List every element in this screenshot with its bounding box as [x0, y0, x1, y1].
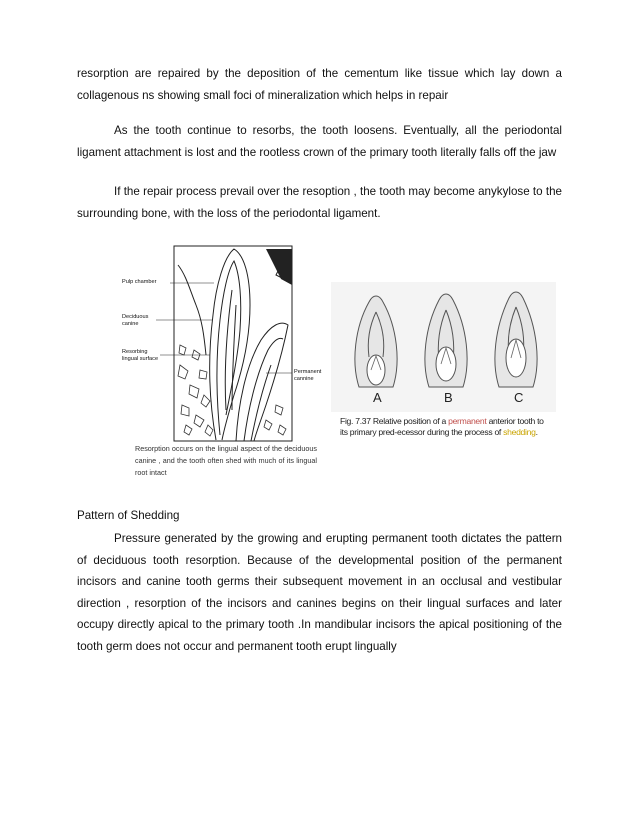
paragraph-ankylosis: If the repair process prevail over the resoption , the tooth may become anykylose to the surrounding bone, with the loss of the periodontal ligament.: [77, 185, 562, 220]
panel-letter-c: C: [514, 390, 524, 405]
figure-right-caption: [340, 416, 552, 438]
paragraph-repair: resorption are repaired by the deposition of the cementum like tissue which lay down a collagenous ns showing small foci of mineralization which helps in repair: [77, 67, 562, 102]
figure-shedding-positions: [331, 282, 556, 432]
section-heading: Pattern of Shedding: [77, 509, 180, 522]
caption-prefix: Fig. 7.37 Relative position of a: [340, 416, 449, 426]
label-pulp-chamber: Pulp chamber: [122, 279, 157, 285]
paragraph-loosening: As the tooth continue to resorbs, the tooth loosens. Eventually, all the periodontal ligament attachment is lost and the rootless crown of the primary tooth literally falls off the jaw: [77, 124, 562, 159]
figure-left-caption: Resorption occurs on the lingual aspect of the deciduous canine , and the tooth often shed with much of its lingual root intact: [135, 444, 317, 477]
panel-letter-a: A: [373, 390, 382, 405]
caption-highlight-permanent: permanent: [448, 416, 487, 426]
label-deciduous-canine: Deciduous canine: [122, 314, 149, 327]
paragraph-pattern-of-shedding: Pressure generated by the growing and erupting permanent tooth dictates the pattern of deciduous tooth resorption. Because of the developmental position of the permanent incisors and canine tooth germs their subsequent movement in an occlusal and vestibular direction , resorption of the incisors and canines begins on their lingual surfaces and later occupy directly apical to the primary tooth .In mandibular incisors the apical positioning of the tooth germ does not occur and permanent tooth erupt lingually: [77, 532, 562, 653]
label-permanent-canine: Permanent cannine: [294, 369, 322, 382]
caption-suffix: .: [535, 427, 538, 437]
panel-letter-b: B: [444, 390, 453, 405]
caption-highlight-shedding: shedding: [503, 427, 536, 437]
canine-resorption-drawing: [116, 245, 322, 445]
caption-middle: anterior tooth to its primary pred-ecessor during the process of: [340, 416, 544, 437]
label-resorbing-surface: Resorbing lingual surface: [122, 349, 159, 362]
